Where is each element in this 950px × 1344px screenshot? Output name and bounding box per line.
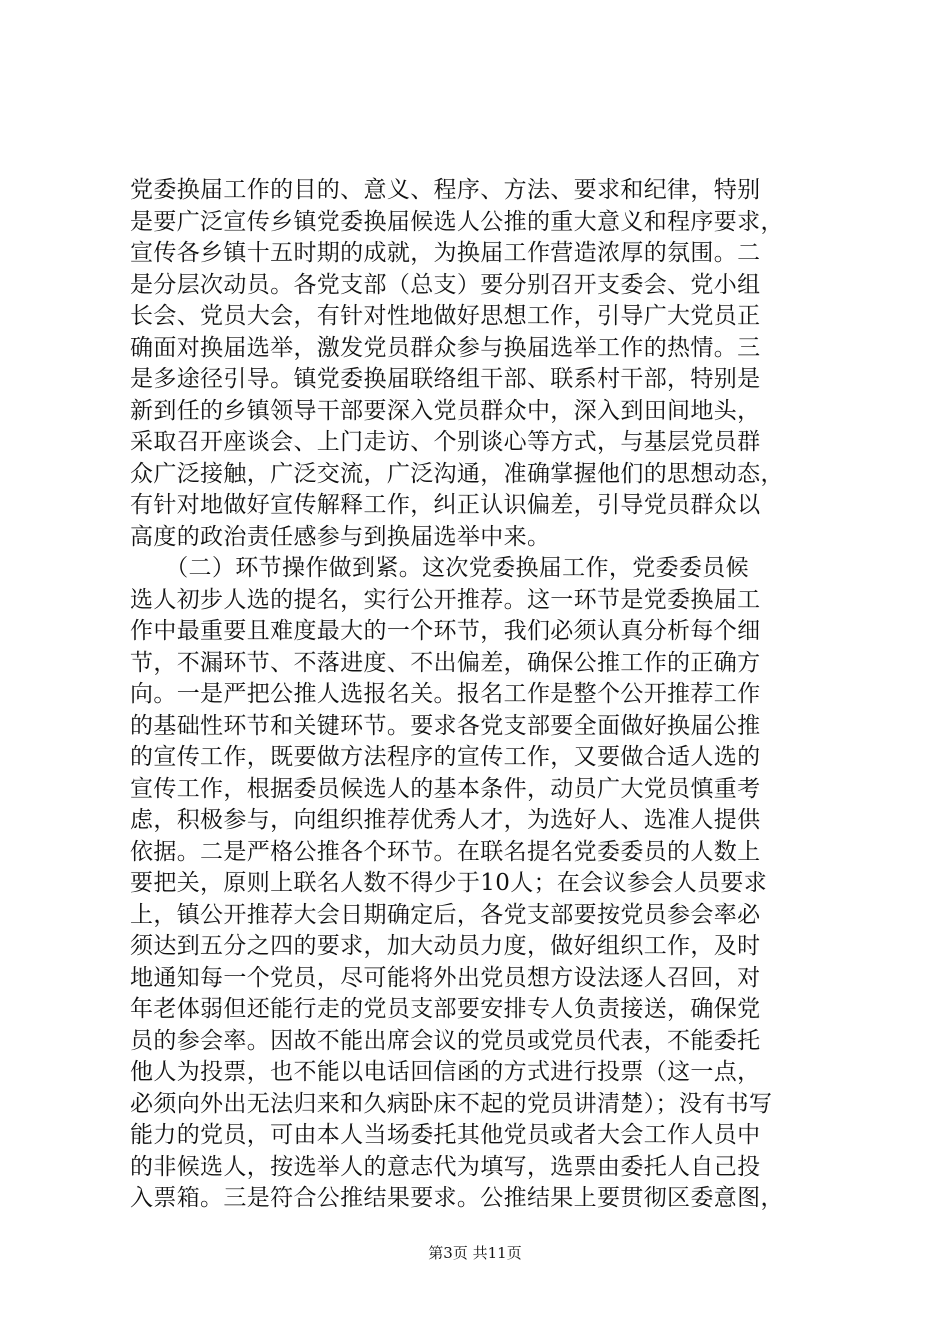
text-line: 节，不漏环节、不落进度、不出偏差，确保公推工作的正确方 [130,649,761,676]
text-line: 地通知每一个党员，尽可能将外出党员想方设法逐人召回，对 [130,964,761,991]
text-line: 他人为投票，也不能以电话回信函的方式进行投票（这一点， [130,1059,761,1085]
text-line: 宣传工作，根据委员候选人的基本条件，动员广大党员慎重考 [130,775,761,802]
text-line: （二）环节操作做到紧。这次党委换届工作，党委委员候 [130,555,749,581]
text-line: 虑，积极参与，向组织推荐优秀人才，为选好人、选准人提供 [130,807,761,833]
text-line: 新到任的乡镇领导干部要深入党员群众中，深入到田间地头， [130,397,761,424]
text-line: 的宣传工作，既要做方法程序的宣传工作，又要做合适人选的 [130,744,761,770]
text-line: 上，镇公开推荐大会日期确定后，各党支部要按党员参会率必 [130,901,761,928]
text-line: 宣传各乡镇十五时期的成就，为换届工作营造浓厚的氛围。二 [130,240,761,266]
text-line: 有针对地做好宣传解释工作，纠正认识偏差，引导党员群众以 [130,492,761,518]
text-line: 年老体弱但还能行走的党员支部要安排专人负责接送，确保党 [130,996,761,1022]
text-line: 选人初步人选的提名，实行公开推荐。这一环节是党委换届工 [130,586,761,613]
text-line: 向。一是严把公推人选报名关。报名工作是整个公开推荐工作 [130,681,761,707]
text-line: 能力的党员，可由本人当场委托其他党员或者大会工作人员中 [130,1122,761,1148]
text-line: 要把关，原则上联名人数不得少于10人；在会议参会人员要求 [130,870,768,896]
text-line: 确面对换届选举，激发党员群众参与换届选举工作的热情。三 [130,334,761,361]
text-line: 众广泛接触，广泛交流，广泛沟通，准确掌握他们的思想动态， [130,460,784,487]
text-line: 的非候选人，按选举人的意志代为填写，选票由委托人自己投 [130,1153,761,1180]
text-line: 入票箱。三是符合公推结果要求。公推结果上要贯彻区委意图， [130,1185,784,1211]
text-line: 是要广泛宣传乡镇党委换届候选人公推的重大意义和程序要求， [130,208,784,235]
text-line: 党委换届工作的目的、意义、程序、方法、要求和纪律，特别 [130,177,761,203]
page-number: 第3页 共11页 [428,1244,522,1262]
text-line: 必须向外出无法归来和久病卧床不起的党员讲清楚）；没有书写 [130,1090,773,1117]
text-line: 长会、党员大会，有针对性地做好思想工作，引导广大党员正 [130,303,761,329]
text-line: 的基础性环节和关键环节。要求各党支部要全面做好换届公推 [130,712,761,739]
text-line: 采取召开座谈会、上门走访、个别谈心等方式，与基层党员群 [130,429,761,455]
text-line: 作中最重要且难度最大的一个环节，我们必须认真分析每个细 [130,618,761,644]
text-line: 员的参会率。因故不能出席会议的党员或党员代表，不能委托 [130,1027,761,1054]
text-line: 依据。二是严格公推各个环节。在联名提名党委委员的人数上 [130,838,761,865]
text-line: 是分层次动员。各党支部（总支）要分别召开支委会、党小组 [130,271,761,298]
text-line: 须达到五分之四的要求，加大动员力度，做好组织工作，及时 [130,933,761,959]
text-line: 高度的政治责任感参与到换届选举中来。 [130,523,551,550]
text-line: 是多途径引导。镇党委换届联络组干部、联系村干部，特别是 [130,366,761,392]
body-text [130,175,820,1215]
